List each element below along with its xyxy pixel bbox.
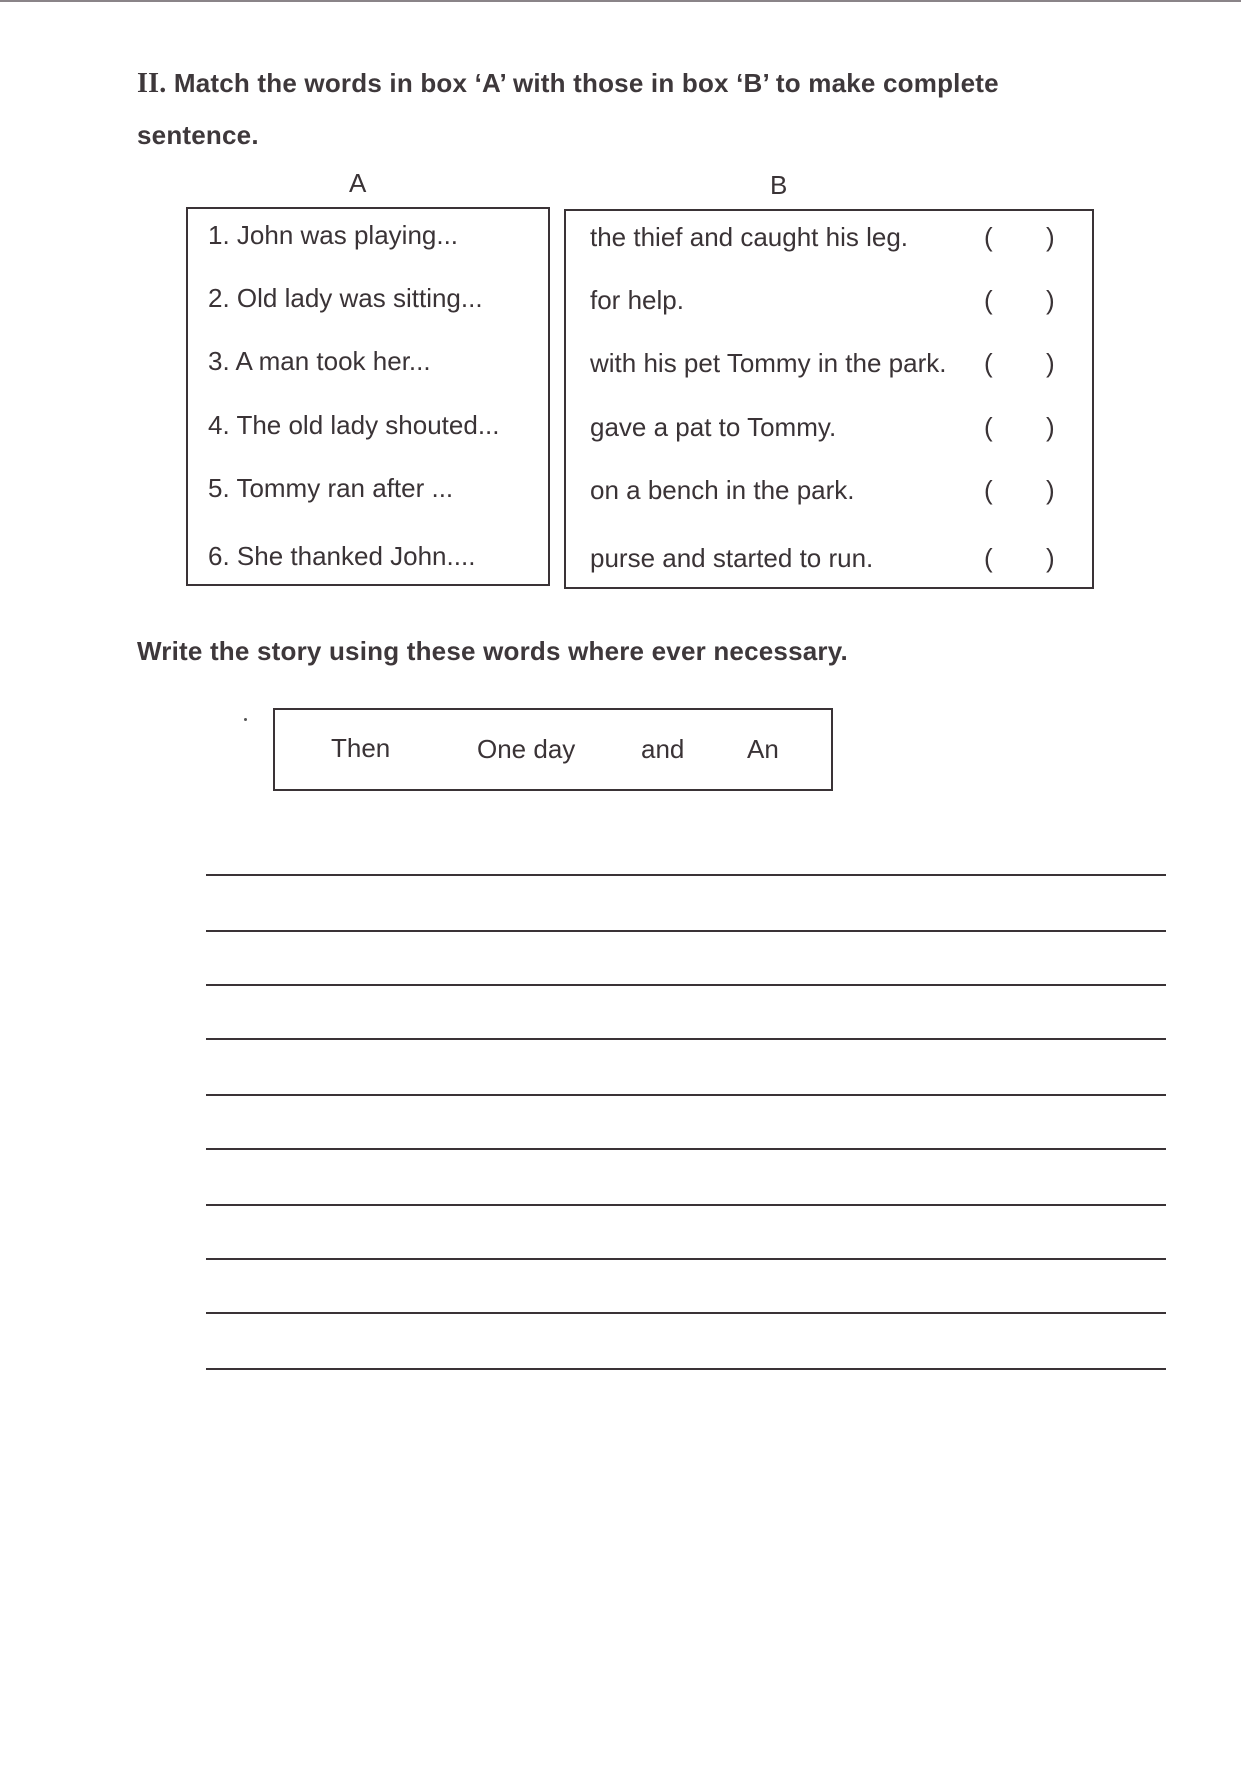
answer-paren-open: ( [984,475,993,505]
box-a-item: 1. John was playing... [208,220,459,250]
answer-line [206,1148,1166,1150]
answer-paren-close: ) [1046,348,1055,378]
box-a-item: 3. A man took her... [208,346,431,376]
answer-paren-close: ) [1046,412,1055,442]
answer-paren-close: ) [1046,543,1055,573]
box-a-item: 2. Old lady was sitting... [208,283,483,313]
box-a-item: 6. She thanked John.... [208,541,476,571]
answer-line [206,1204,1166,1206]
answer-paren-close: ) [1046,475,1055,505]
answer-line [206,1312,1166,1314]
box-b-title: B [770,170,788,200]
box-a-title: A [349,168,367,198]
answer-line [206,984,1166,986]
stray-mark [244,718,247,721]
box-a [186,207,550,586]
answer-paren-open: ( [984,412,993,442]
box-b-item: with his pet Tommy in the park. [590,348,947,378]
box-a-item: 4. The old lady shouted... [208,410,500,440]
question-instruction-line1: Match the words in box ‘A’ with those in box ‘B’ to make complete [173,68,999,98]
answer-line [206,874,1166,876]
box-b-item: purse and started to run. [590,543,874,573]
box-a-item: 5. Tommy ran after ... [208,473,454,503]
box-b [564,209,1094,589]
word-box [273,708,833,791]
answer-paren-open: ( [984,348,993,378]
answer-line [206,1368,1166,1370]
box-b-item: on a bench in the park. [590,475,855,505]
box-b-item: the thief and caught his leg. [590,222,909,252]
question-instruction-line2: sentence. [137,120,259,150]
answer-paren-open: ( [984,285,993,315]
answer-paren-open: ( [984,543,993,573]
answer-line [206,1258,1166,1260]
answer-line [206,1038,1166,1040]
question-number: II. [137,68,167,99]
answer-paren-close: ) [1046,222,1055,252]
word-then: Then [331,733,391,763]
answer-paren-close: ) [1046,285,1055,315]
answer-paren-open: ( [984,222,993,252]
word-and: and [641,734,685,764]
box-b-item: gave a pat to Tommy. [590,412,837,442]
page-top-edge [0,0,1241,2]
question-heading [137,68,999,100]
word-one-day: One day [477,734,576,764]
word-an: An [747,734,779,764]
answer-line [206,930,1166,932]
box-b-item: for help. [590,285,684,315]
answer-line [206,1094,1166,1096]
story-instruction: Write the story using these words where ever necessary. [137,636,848,666]
